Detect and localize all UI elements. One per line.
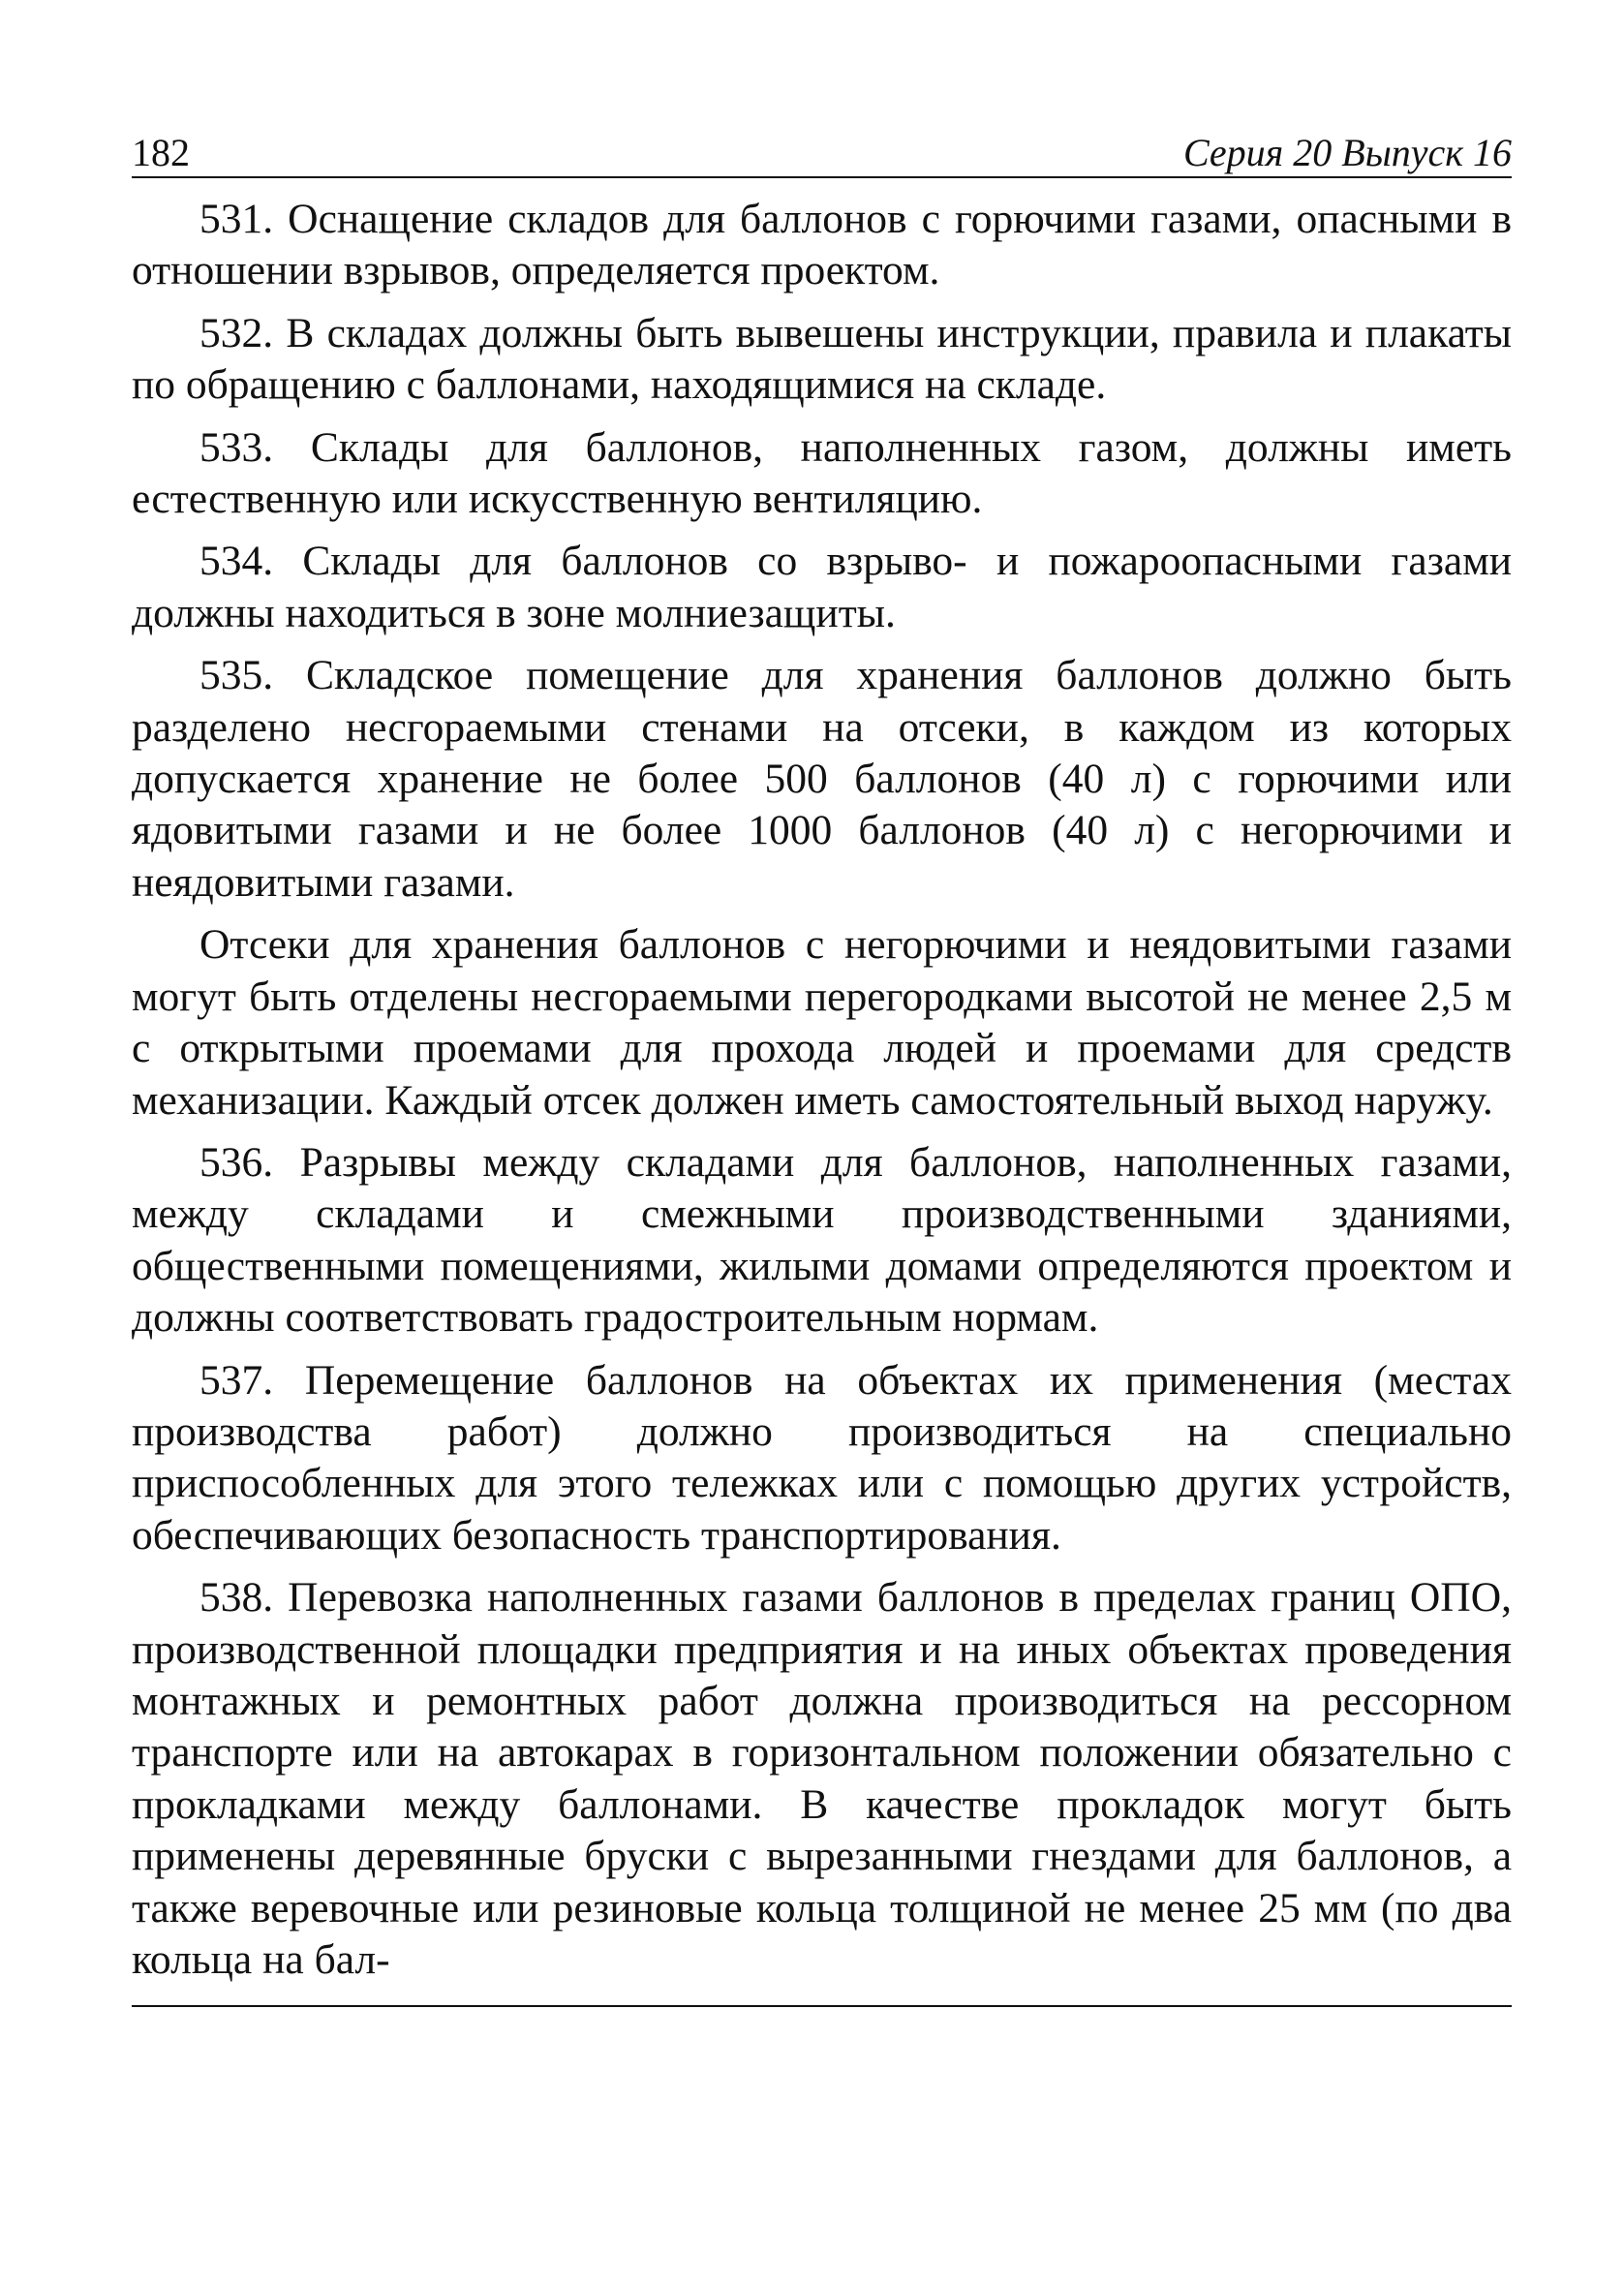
paragraph-538: 538. Перевозка наполненных газами баллонов в пределах границ ОПО, производственной площадки предприятия и на иных объектах проведения монтажных и ремонтных работ должна производиться на рессорном транспорте или на автокарах в горизонтальном положении обязательно с прокладками между баллонами. В качестве прокладок могут быть применены деревянные бруски с вырезанными гнездами для баллонов, а также веревочные или резиновые кольца толщиной не менее 25 мм (по два кольца на бал- [132, 1574, 1512, 1983]
series-title: Серия 20 Выпуск 16 [1182, 131, 1512, 174]
paragraph-535: 535. Складское помещение для хранения баллонов должно быть разделено несгораемыми стенами на отсеки, в каждом из которых допускается хранение не более 500 баллонов (40 л) с горючими или ядовитыми газами и не более 1000 баллонов (40 л) с негорючими и неядовитыми газами. [132, 652, 1512, 906]
paragraph-536: 536. Разрывы между складами для баллонов, наполненных газами, между складами и смежными производственными зданиями, общественными помещениями, жилыми домами определяются проектом и должны соответствовать градостроительным нормам. [132, 1138, 1512, 1342]
running-header [132, 124, 1512, 178]
paragraph-534: 534. Склады для баллонов со взрыво- и пожароопасными газами должны находиться в зоне молниезащиты. [132, 538, 1512, 636]
paragraph-531: 531. Оснащение складов для баллонов с горючими газами, опасными в отношении взрывов, определяется проектом. [132, 196, 1512, 294]
document-page [132, 124, 1512, 2007]
footer-rule [132, 2005, 1512, 2007]
paragraph-537: 537. Перемещение баллонов на объектах их применения (местах производства работ) должно производиться на специально приспособленных для этого тележках или с помощью других устройств, обеспечивающих безопасность транспортирования. [132, 1356, 1512, 1559]
paragraph-535-continued: Отсеки для хранения баллонов с негорючими и неядовитыми газами могут быть отделены несгораемыми перегородками высотой не менее 2,5 м с открытыми проемами для прохода людей и проемами для средств механизации. Каждый отсек должен иметь самостоятельный выход наружу. [132, 921, 1512, 1124]
page-number: 182 [132, 131, 190, 174]
paragraph-533: 533. Склады для баллонов, наполненных газом, должны иметь естественную или искусственную вентиляцию. [132, 423, 1512, 523]
paragraph-532: 532. В складах должны быть вывешены инструкции, правила и плакаты по обращению с баллонами, находящимися на складе. [132, 309, 1512, 409]
body-text [132, 194, 1512, 1986]
